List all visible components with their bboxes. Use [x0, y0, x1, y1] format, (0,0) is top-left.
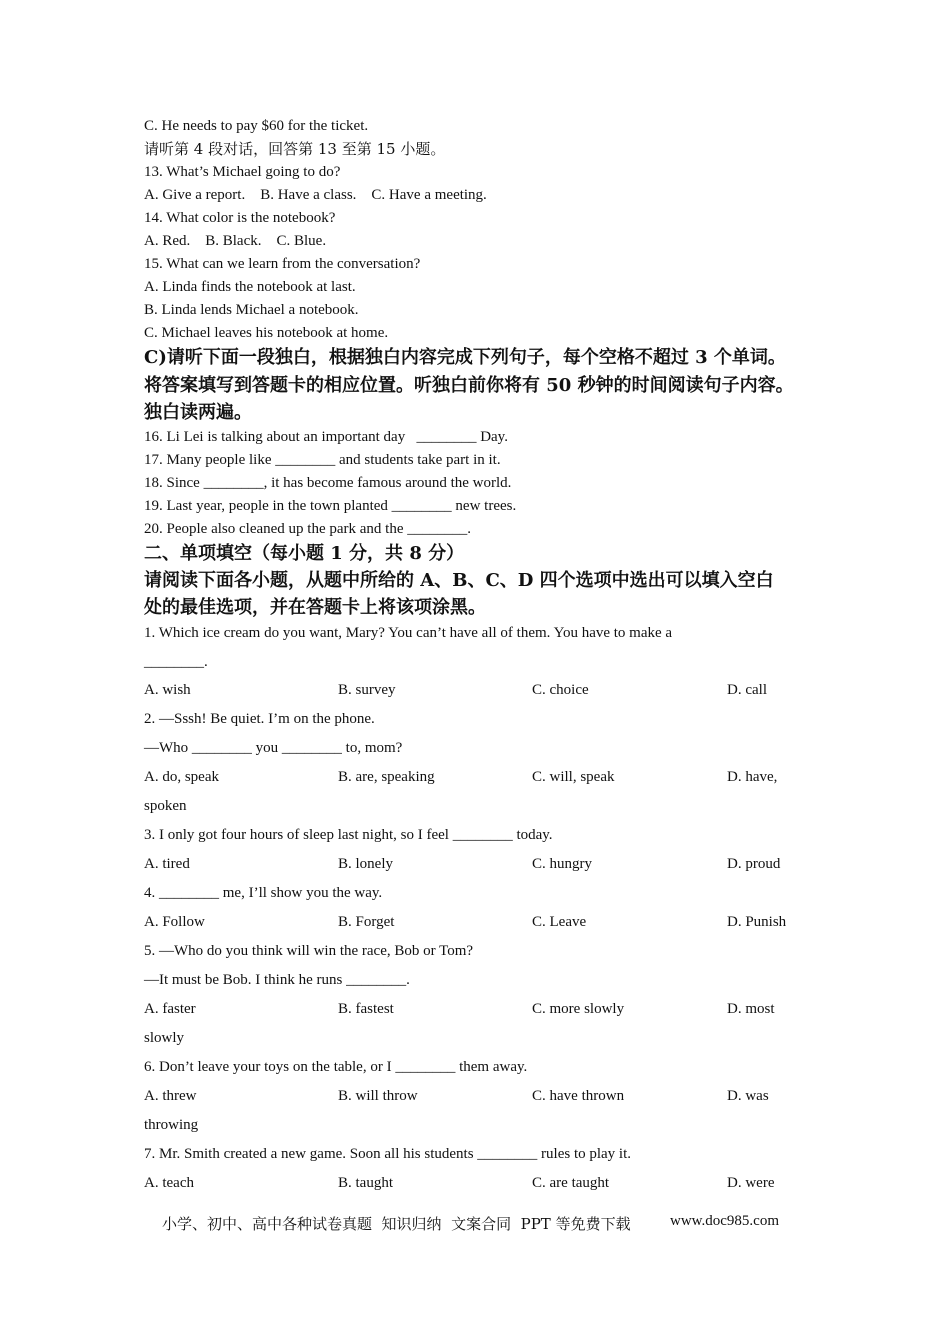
section-c-heading: 独白读两遍。: [144, 402, 252, 423]
question-1: 1. Which ice cream do you want, Mary? You can’t have all of them. You have to make a: [144, 625, 673, 641]
option-a: A. faster: [144, 1001, 196, 1017]
fill-question-16: 16. Li Lei is talking about an important day ________ Day.: [144, 429, 508, 445]
option-b: B. will throw: [338, 1088, 418, 1104]
question-1-blank: ________.: [144, 654, 208, 670]
question-15-option-b: B. Linda lends Michael a notebook.: [144, 302, 359, 318]
question-7: 7. Mr. Smith created a new game. Soon all his students ________ rules to play it.: [144, 1146, 632, 1162]
option-d: D. Punish: [727, 914, 787, 930]
option-a: A. threw: [144, 1088, 197, 1104]
question-4: 4. ________ me, I’ll show you the way.: [144, 885, 383, 901]
option-d: D. have,: [727, 769, 778, 785]
option-c: C. Leave: [532, 914, 587, 930]
option-c: C. choice: [532, 682, 589, 698]
option-b: B. lonely: [338, 856, 393, 872]
section-c-heading: 将答案填写到答题卡的相应位置。听独白前你将有 50 秒钟的时间阅读句子内容。: [144, 375, 794, 396]
option-c: C. are taught: [532, 1175, 610, 1191]
option-c: C. hungry: [532, 856, 592, 872]
option-line: C. He needs to pay $60 for the ticket.: [144, 118, 369, 134]
question-3: 3. I only got four hours of sleep last night, so I feel ________ today.: [144, 827, 553, 843]
option-d: D. were: [727, 1175, 775, 1191]
part-2-instruction: 请阅读下面各小题，从题中所给的 A、B、C、D 四个选项中选出可以填入空白: [144, 570, 774, 591]
section-c-heading: C)请听下面一段独白，根据独白内容完成下列句子，每个空格不超过 3 个单词。: [144, 347, 786, 368]
option-a: A. tired: [144, 856, 190, 872]
question-5: 5. —Who do you think will win the race, Bob or Tom?: [144, 943, 474, 959]
option-a: A. Follow: [144, 914, 205, 930]
option-d-continued: spoken: [144, 798, 187, 814]
option-a: A. wish: [144, 682, 191, 698]
option-a: A. do, speak: [144, 769, 219, 785]
fill-question-19: 19. Last year, people in the town planted ________ new trees.: [144, 498, 517, 514]
option-b: B. Forget: [338, 914, 395, 930]
option-d: D. call: [727, 682, 767, 698]
question-15-option-a: A. Linda finds the notebook at last.: [144, 279, 356, 295]
option-d-continued: throwing: [144, 1117, 199, 1133]
option-b: B. taught: [338, 1175, 393, 1191]
footer-url[interactable]: www.doc985.com: [670, 1213, 780, 1229]
option-b: B. survey: [338, 682, 396, 698]
question-5-reply: —It must be Bob. I think he runs ________.: [144, 972, 410, 988]
option-a: A. teach: [144, 1175, 194, 1191]
option-b: B. are, speaking: [338, 769, 435, 785]
fill-question-17: 17. Many people like ________ and students take part in it.: [144, 452, 501, 468]
question-14-options: A. Red. B. Black. C. Blue.: [144, 233, 327, 249]
question-14: 14. What color is the notebook?: [144, 210, 336, 226]
question-13: 13. What’s Michael going to do?: [144, 164, 341, 180]
question-2-reply: —Who ________ you ________ to, mom?: [144, 740, 403, 756]
option-c: C. more slowly: [532, 1001, 625, 1017]
listening-instruction: 请听第 4 段对话，回答第 13 至第 15 小题。: [144, 140, 446, 158]
part-2-instruction: 处的最佳选项，并在答题卡上将该项涂黑。: [144, 597, 486, 618]
fill-question-18: 18. Since ________, it has become famous around the world.: [144, 475, 512, 491]
option-d: D. most: [727, 1001, 775, 1017]
footer-text: 小学、初中、高中各种试卷真题 知识归纳 文案合同 PPT 等免费下载: [162, 1215, 631, 1233]
option-b: B. fastest: [338, 1001, 394, 1017]
option-c: C. will, speak: [532, 769, 615, 785]
part-2-title: 二、单项填空（每小题 1 分，共 8 分）: [144, 543, 465, 564]
question-13-options: A. Give a report. B. Have a class. C. Have a meeting.: [144, 187, 487, 203]
question-15: 15. What can we learn from the conversation?: [144, 256, 421, 272]
question-15-option-c: C. Michael leaves his notebook at home.: [144, 325, 389, 341]
question-2: 2. —Sssh! Be quiet. I’m on the phone.: [144, 711, 375, 727]
fill-question-20: 20. People also cleaned up the park and the ________.: [144, 521, 471, 537]
option-d: D. was: [727, 1088, 769, 1104]
question-6: 6. Don’t leave your toys on the table, or I ________ them away.: [144, 1059, 528, 1075]
option-d: D. proud: [727, 856, 781, 872]
option-d-continued: slowly: [144, 1030, 185, 1046]
option-c: C. have thrown: [532, 1088, 625, 1104]
